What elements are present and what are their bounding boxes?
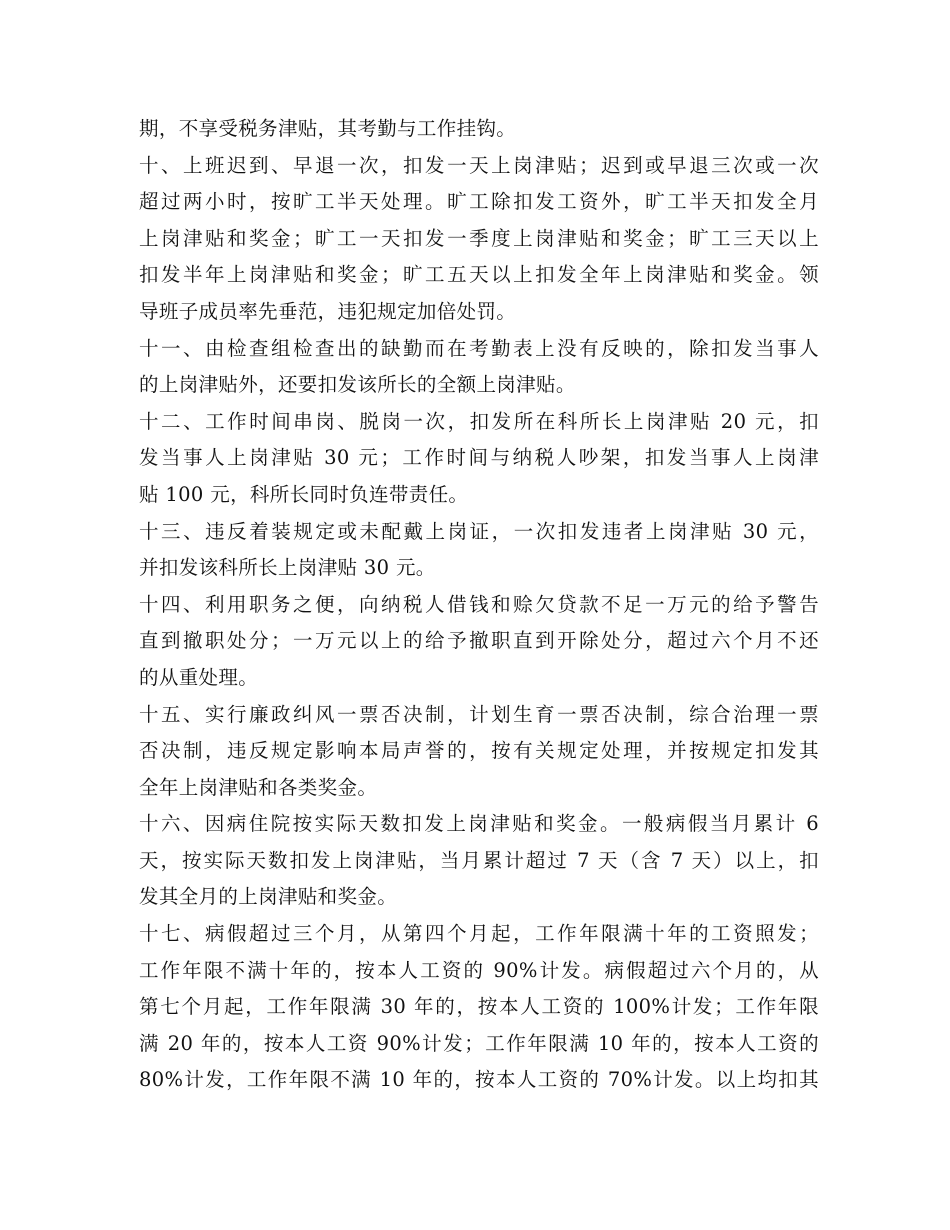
text-line: 期，不享受税务津贴，其考勤与工作挂钩。	[139, 117, 517, 140]
text-line: 满 20 年的，按本人工资 90%计发；工作年限满 10 年的，按本人工资的	[139, 1031, 819, 1055]
text-line: 发当事人上岗津贴 30 元；工作时间与纳税人吵架，扣发当事人上岗津	[139, 446, 819, 470]
text-line: 十二、工作时间串岗、脱岗一次，扣发所在科所长上岗津贴 20 元，扣	[139, 409, 819, 433]
text-line: 的从重处理。	[139, 665, 259, 689]
text-line: 导班子成员率先垂范，违犯规定加倍处罚。	[139, 299, 517, 323]
text-line: 十三、违反着装规定或未配戴上岗证，一次扣发违者上岗津贴 30 元，	[139, 519, 819, 543]
text-line: 十一、由检查组检查出的缺勤而在考勤表上没有反映的，除扣发当事人	[139, 336, 819, 360]
text-line: 的上岗津贴外，还要扣发该所长的全额上岗津贴。	[139, 373, 576, 397]
text-line: 十四、利用职务之便，向纳税人借钱和赊欠贷款不足一万元的给予警告	[139, 592, 819, 616]
text-line: 全年上岗津贴和各类奖金。	[139, 775, 378, 799]
text-line: 上岗津贴和奖金；旷工一天扣发一季度上岗津贴和奖金；旷工三天以上	[139, 226, 819, 250]
text-line: 80%计发，工作年限不满 10 年的，按本人工资的 70%计发。以上均扣其	[139, 1068, 819, 1092]
text-line: 第七个月起，工作年限满 30 年的，按本人工资的 100%计发；工作年限	[139, 995, 819, 1019]
text-line: 十七、病假超过三个月，从第四个月起，工作年限满十年的工资照发；	[139, 922, 819, 946]
text-line: 十五、实行廉政纠风一票否决制，计划生育一票否决制，综合治理一票	[139, 702, 819, 726]
text-line: 扣发半年上岗津贴和奖金；旷工五天以上扣发全年上岗津贴和奖金。领	[139, 263, 819, 287]
document-body	[139, 111, 819, 1099]
text-line: 发其全月的上岗津贴和奖金。	[139, 885, 398, 909]
text-line: 十、上班迟到、早退一次，扣发一天上岗津贴；迟到或早退三次或一次	[139, 153, 819, 177]
text-line: 贴 100 元，科所长同时负连带责任。	[139, 482, 469, 506]
text-line: 天，按实际天数扣发上岗津贴，当月累计超过 7 天（含 7 天）以上，扣	[139, 848, 819, 872]
text-line: 工作年限不满十年的，按本人工资的 90%计发。病假超过六个月的，从	[139, 958, 819, 982]
text-line: 并扣发该科所长上岗津贴 30 元。	[139, 556, 436, 580]
text-line: 否决制，违反规定影响本局声誉的，按有关规定处理，并按规定扣发其	[139, 739, 819, 763]
text-line: 超过两小时，按旷工半天处理。旷工除扣发工资外，旷工半天扣发全月	[139, 190, 819, 214]
text-line: 十六、因病住院按实际天数扣发上岗津贴和奖金。一般病假当月累计 6	[139, 812, 819, 836]
text-line: 直到撤职处分；一万元以上的给予撤职直到开除处分，超过六个月不还	[139, 629, 819, 653]
